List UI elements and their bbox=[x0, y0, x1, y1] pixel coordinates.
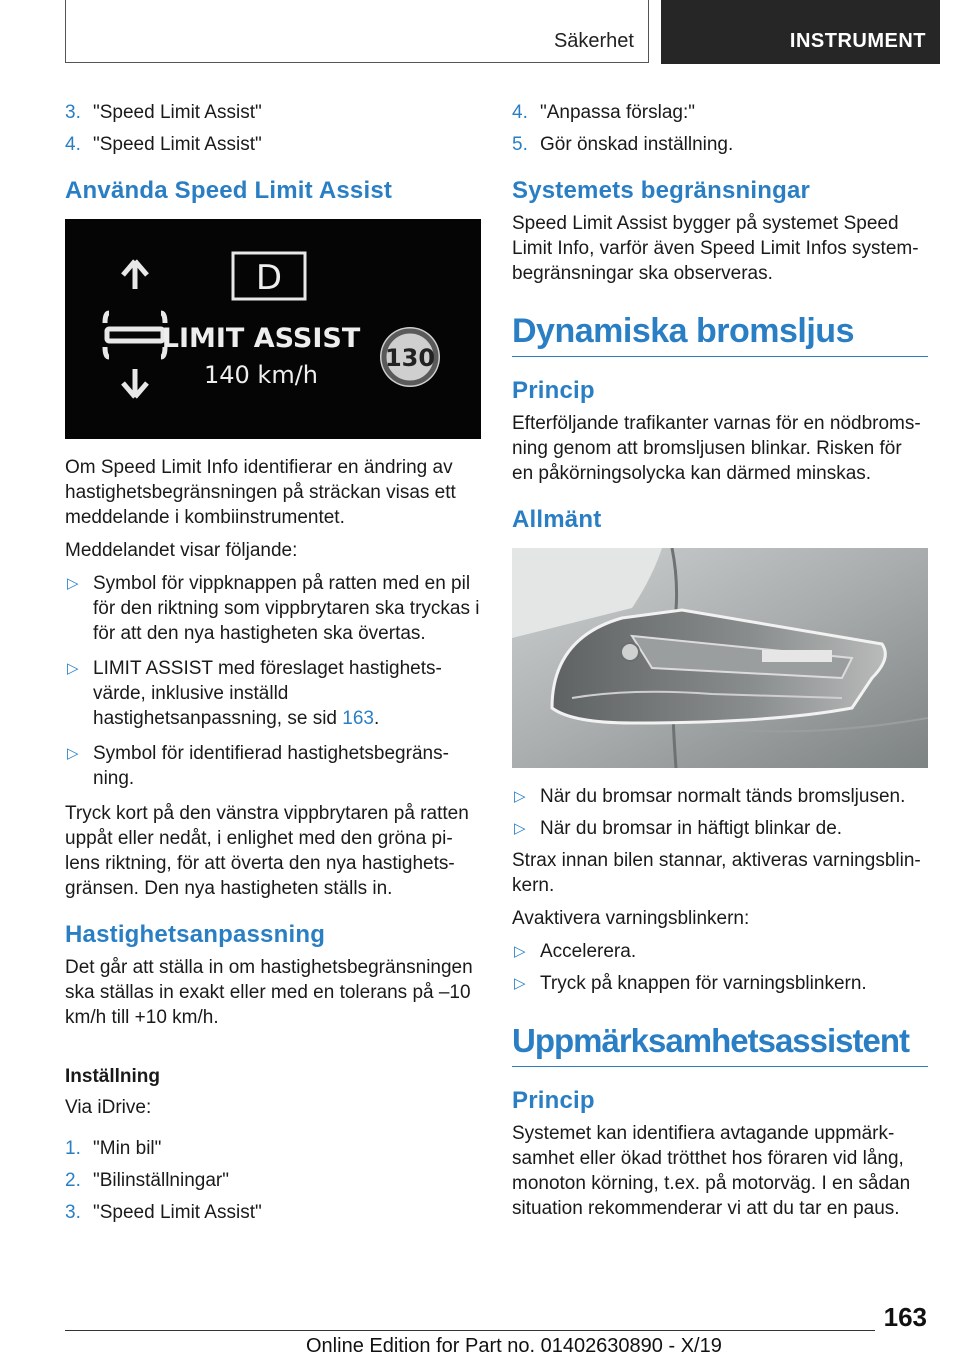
header-chapter-tab bbox=[661, 0, 940, 64]
list-item: ▷ Accelerera. bbox=[514, 941, 637, 962]
header-section-title: Säkerhet bbox=[553, 30, 634, 52]
paragraph: Speed Limit Assist bygger på systemet Speed Limit Info, varför även Speed Limit Infos system-begränsningar ska observeras. bbox=[512, 213, 919, 284]
heading-speed-adaptation: Hastighetsanpassning bbox=[65, 921, 326, 948]
heading-principle: Princip bbox=[512, 377, 595, 404]
gear-indicator: D bbox=[255, 258, 283, 298]
list-item: 1. "Min bil" bbox=[65, 1138, 162, 1159]
triangle-bullet-icon: ▷ bbox=[514, 943, 526, 960]
heading-system-limitations: Systemets begränsningar bbox=[512, 177, 811, 204]
triangle-bullet-icon: ▷ bbox=[514, 820, 526, 837]
footer-divider bbox=[65, 1330, 875, 1331]
list-item: ▷ Tryck på knappen för varningsblinkern. bbox=[514, 973, 867, 994]
rear-light-photo bbox=[512, 548, 928, 768]
triangle-bullet-icon: ▷ bbox=[67, 745, 79, 762]
list-item: 4. "Speed Limit Assist" bbox=[65, 134, 262, 155]
triangle-bullet-icon: ▷ bbox=[67, 575, 79, 592]
right-column bbox=[512, 100, 928, 1229]
paragraph: Avaktivera varningsblinkern: bbox=[512, 908, 750, 929]
heading-attention-assistant: Uppmärksamhetsassistent bbox=[512, 1020, 928, 1067]
page-link[interactable]: 163 bbox=[342, 708, 374, 729]
paragraph: Systemet kan identifiera avtagande uppmärk-samhet eller ökad trötthet hos föraren vid lång, monoton körning, t.ex. på motorväg. I en sådan situation rekommenderar vi att du tar en paus. bbox=[512, 1123, 911, 1219]
header-chapter-title: INSTRUMENT bbox=[789, 30, 926, 52]
list-item: ▷ LIMIT ASSIST med föreslaget hastighets-värde, inklusive inställd hastighetsanpassning, se sid 163. bbox=[67, 658, 442, 729]
paragraph: Via iDrive: bbox=[65, 1097, 152, 1118]
paragraph: Tryck kort på den vänstra vippbrytaren på ratten uppåt eller nedåt, i enlighet med den gröna pi-lens riktning, för att överta den nya hastighets-gränsen. Den nya hastigheten ställs in. bbox=[65, 803, 469, 899]
footer-edition-text: Online Edition for Part no. 01402630890 - X/19 bbox=[306, 1335, 722, 1357]
triangle-bullet-icon: ▷ bbox=[67, 660, 79, 677]
paragraph: Strax innan bilen stannar, aktiveras varningsblin-kern. bbox=[512, 850, 921, 896]
left-column bbox=[65, 100, 481, 1232]
header-section-tab bbox=[65, 0, 649, 63]
list-item: ▷ När du bromsar normalt tänds bromsljusen. bbox=[514, 786, 906, 807]
list-item: ▷ Symbol för vippknappen på ratten med en pil för den riktning som vippbrytaren ska tryckas i för att den nya hastigheten ska övertas. bbox=[67, 573, 480, 644]
page-number: 163 bbox=[883, 1302, 927, 1332]
list-item: 2. "Bilinställningar" bbox=[65, 1170, 229, 1191]
triangle-bullet-icon: ▷ bbox=[514, 788, 526, 805]
heading-principle: Princip bbox=[512, 1087, 595, 1114]
suggested-speed-text: 140 km/h bbox=[203, 361, 319, 389]
list-item: 5. Gör önskad inställning. bbox=[512, 134, 734, 155]
paragraph: Det går att ställa in om hastighetsbegränsningen ska ställas in exakt eller med en tolerans på –10 km/h till +10 km/h. bbox=[65, 957, 473, 1028]
heading-dynamic-brake-lights: Dynamiska bromsljus bbox=[512, 310, 928, 357]
heading-general: Allmänt bbox=[512, 506, 602, 533]
paragraph: Om Speed Limit Info identifierar en ändring av hastighetsbegränsningen på sträckan visas ett meddelande i kombiinstrumentet. bbox=[65, 457, 456, 528]
paragraph: Meddelandet visar följande: bbox=[65, 540, 298, 561]
list-item: 3. "Speed Limit Assist" bbox=[65, 102, 262, 123]
list-item: ▷ När du bromsar in häftigt blinkar de. bbox=[514, 818, 843, 839]
svg-text:130: 130 bbox=[384, 344, 436, 372]
speed-limit-assist-display-illustration bbox=[65, 219, 481, 439]
heading-setting: Inställning bbox=[65, 1066, 160, 1087]
heading-use-speed-limit-assist: Använda Speed Limit Assist bbox=[65, 177, 393, 204]
list-item: ▷ Symbol för identifierad hastighetsbegräns-ning. bbox=[67, 743, 449, 789]
paragraph: Efterföljande trafikanter varnas för en nödbroms-ning genom att bromsljusen blinkar. Risken för en påkörningsolycka kan därmed minskas. bbox=[512, 413, 921, 484]
list-item: 3. "Speed Limit Assist" bbox=[65, 1202, 262, 1223]
speed-limit-sign-icon bbox=[380, 327, 440, 387]
triangle-bullet-icon: ▷ bbox=[514, 975, 526, 992]
limit-assist-text: LIMIT ASSIST bbox=[161, 323, 361, 354]
list-item: 4. "Anpassa förslag:" bbox=[512, 102, 696, 123]
